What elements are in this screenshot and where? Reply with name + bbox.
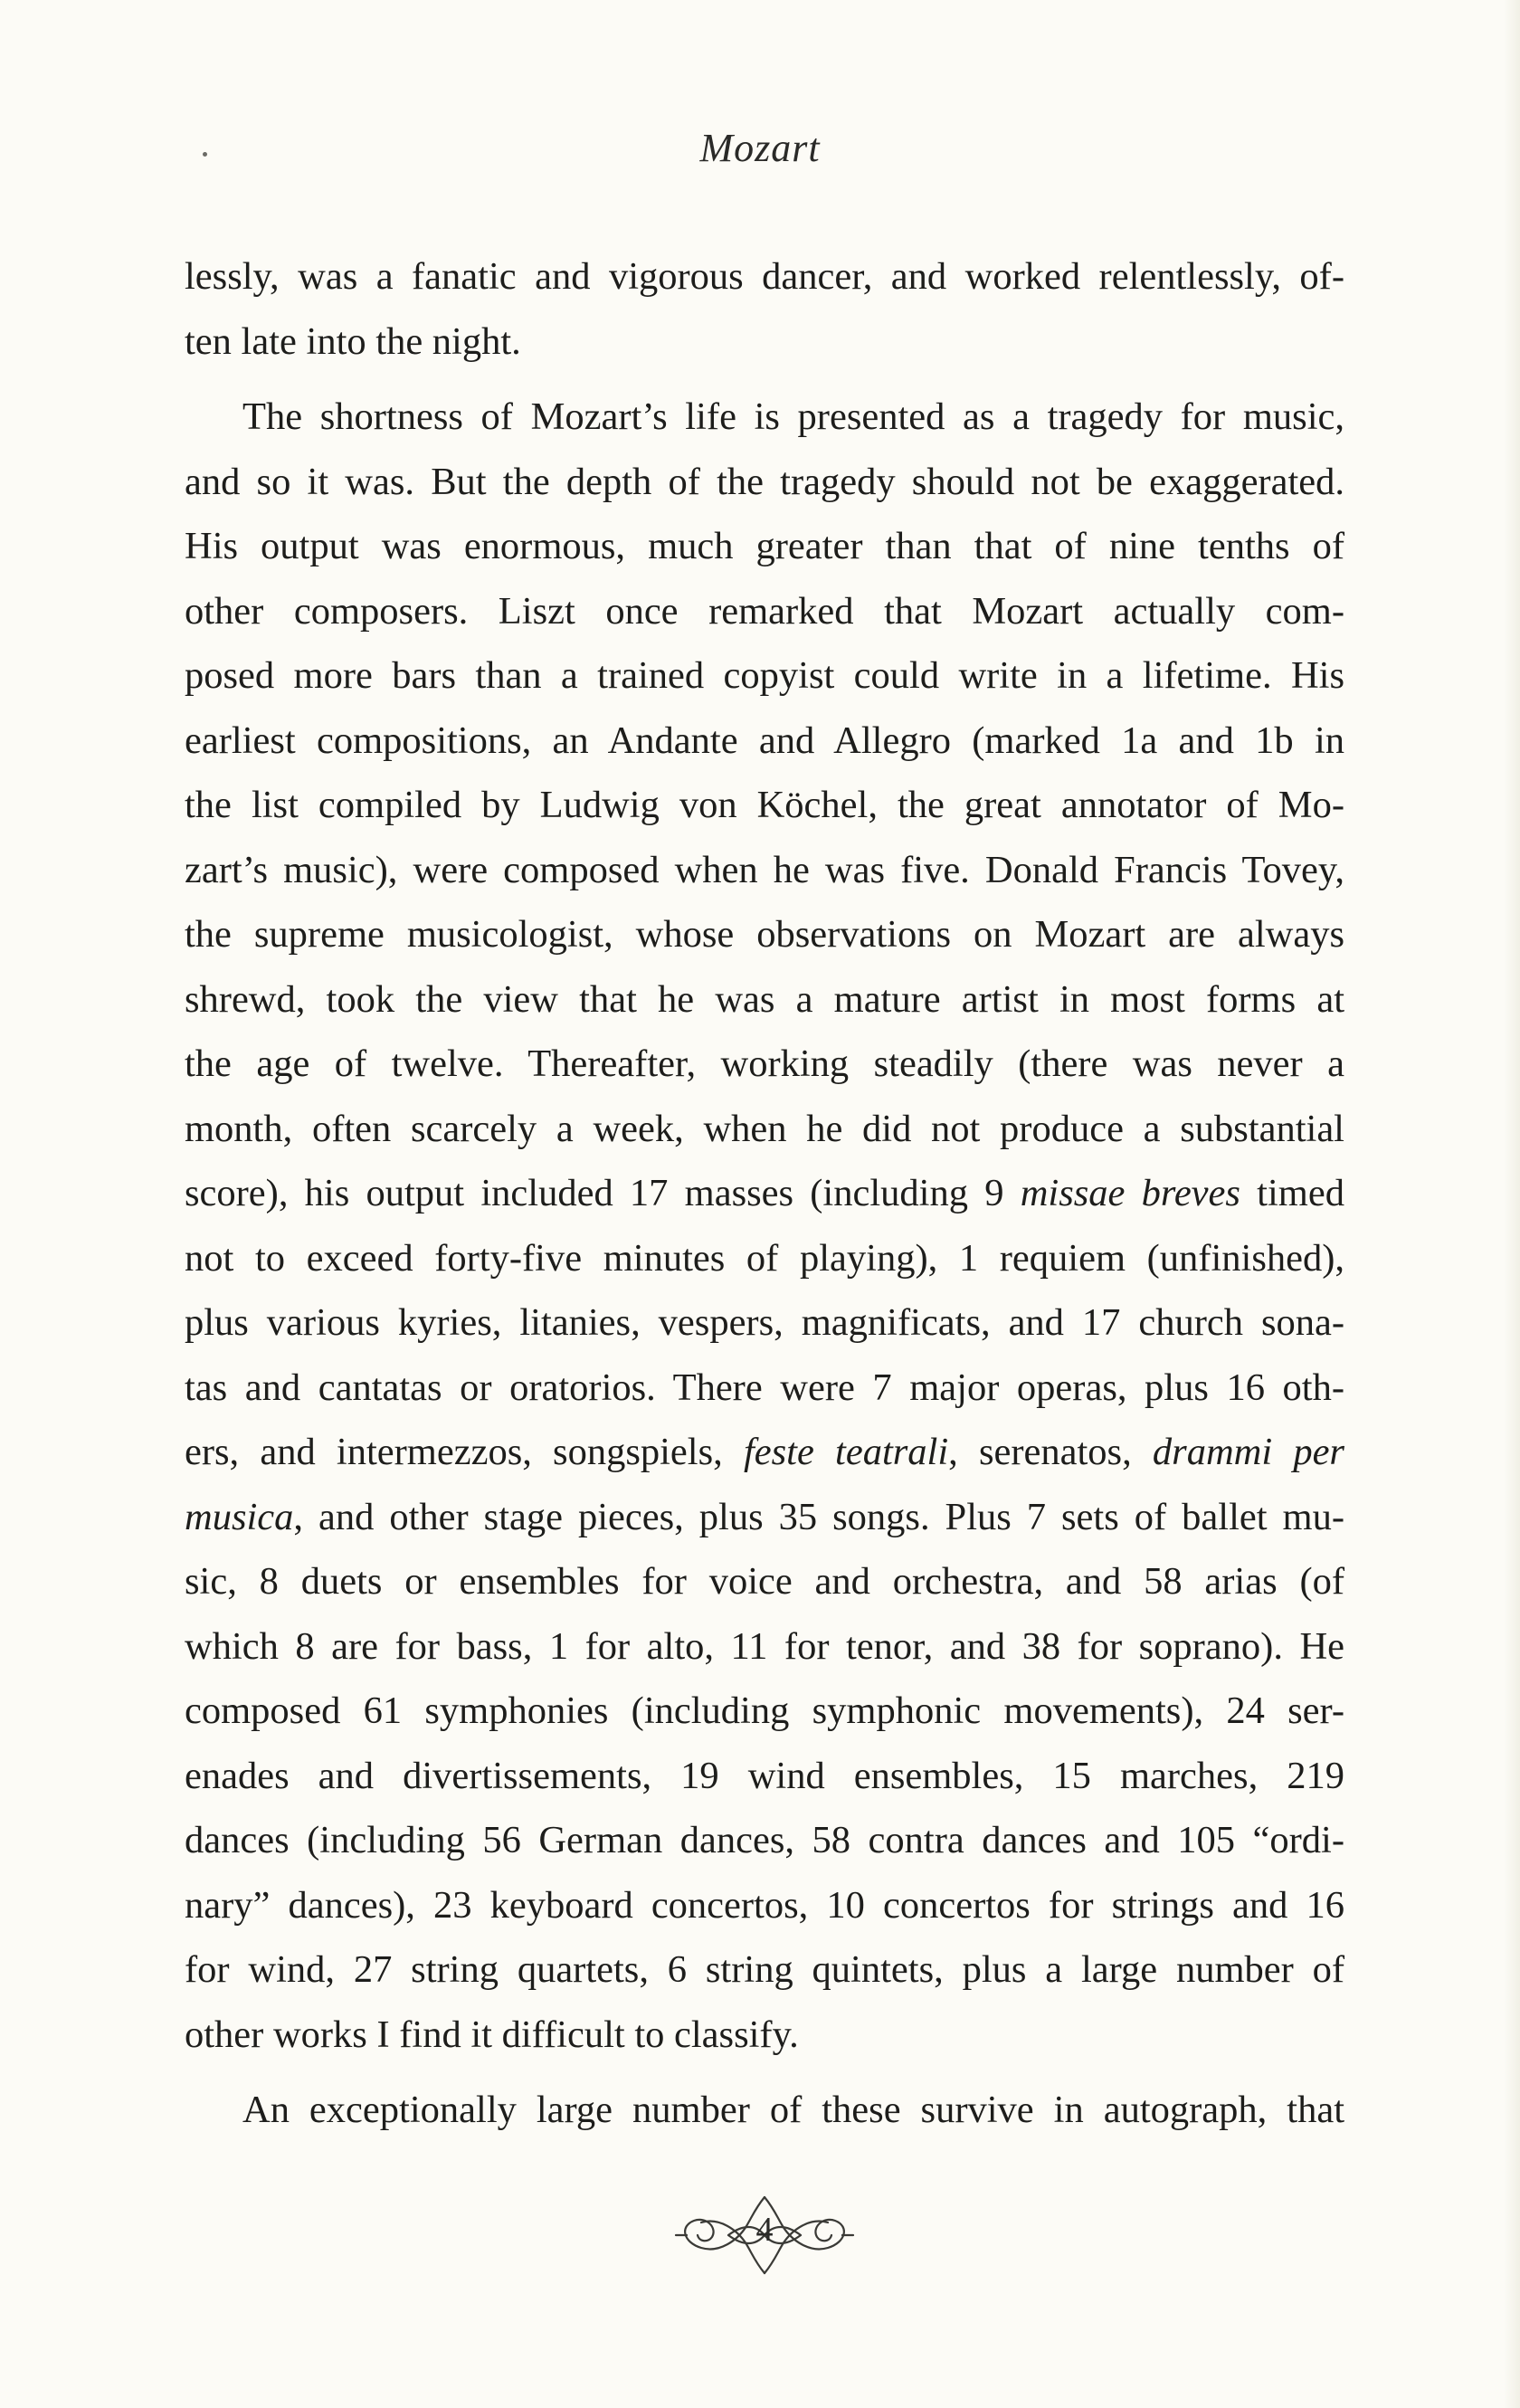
text-run: timed: [1240, 1172, 1344, 1214]
text-line: posed more bars than a trained copyist could write in a lifetime. His: [185, 654, 1344, 697]
text-line: His output was enormous, much greater than that of nine tenths of: [185, 525, 1344, 567]
italic-term: missae breves: [1020, 1172, 1240, 1214]
text-line: not to exceed forty-five minutes of playing), 1 requiem (unfinished),: [185, 1236, 1344, 1280]
text-line: earliest compositions, an Andante and Allegro (marked 1a and 1b in: [185, 719, 1344, 762]
text-line: which 8 are for bass, 1 for alto, 11 for tenor, and 38 for soprano). He: [185, 1624, 1344, 1668]
folio-ornament: [665, 2190, 864, 2280]
body-text: [185, 244, 1344, 2143]
text-line: for wind, 27 string quartets, 6 string quintets, plus a large number of: [185, 1948, 1344, 1991]
text-line: The shortness of Mozart’s life is presented as a tragedy for music,: [242, 395, 1344, 438]
text-run: , serenatos,: [948, 1431, 1153, 1473]
text-run: ers, and intermezzos, songspiels,: [185, 1431, 744, 1473]
text-run: score), his output included 17 masses (including 9: [185, 1172, 1021, 1214]
text-line-mixed: [185, 1420, 1344, 1485]
text-line: and so it was. But the depth of the tragedy should not be exaggerated.: [185, 460, 1344, 503]
text-line: composed 61 symphonies (including symphonic movements), 24 ser-: [185, 1689, 1344, 1732]
italic-term: drammi per: [1152, 1431, 1344, 1473]
text-line: nary” dances), 23 keyboard concertos, 10 concertos for strings and 16: [185, 1883, 1344, 1927]
text-line: shrewd, took the view that he was a mature artist in most forms at: [185, 977, 1344, 1021]
paragraph-2: [185, 385, 1344, 2067]
text-line: other composers. Liszt once remarked that Mozart actually com-: [185, 589, 1344, 633]
text-line-mixed: [185, 1485, 1344, 1550]
text-line: month, often scarcely a week, when he did not produce a substantial: [185, 1107, 1344, 1150]
paragraph-3: [185, 2078, 1344, 2143]
text-line: the age of twelve. Thereafter, working steadily (there was never a: [185, 1042, 1344, 1085]
text-line: ten late into the night.: [185, 319, 521, 363]
paragraph-1: [185, 244, 1344, 374]
text-line: tas and cantatas or oratorios. There were 7 major operas, plus 16 oth-: [185, 1366, 1344, 1409]
text-line: other works I find it difficult to classify.: [185, 2013, 799, 2056]
text-line: zart’s music), were composed when he was five. Donald Francis Tovey,: [185, 848, 1344, 891]
text-line: lessly, was a fanatic and vigorous dancer, and worked relentlessly, of-: [185, 255, 1344, 298]
page-edge-shadow: [1504, 0, 1520, 2408]
text-line: An exceptionally large number of these survive in autograph, that: [242, 2089, 1344, 2131]
text-line: dances (including 56 German dances, 58 contra dances and 105 “ordi-: [185, 1819, 1344, 1861]
text-line: plus various kyries, litanies, vespers, magnificats, and 17 church sona-: [185, 1301, 1344, 1344]
text-line: the list compiled by Ludwig von Köchel, the great annotator of Mo-: [185, 784, 1344, 826]
text-line: enades and divertissements, 19 wind ensembles, 15 marches, 219: [185, 1754, 1344, 1797]
text-line: the supreme musicologist, whose observations on Mozart are always: [185, 913, 1344, 956]
page-number: 4: [755, 2211, 774, 2249]
text-run: , and other stage pieces, plus 35 songs. Plus 7 sets of ballet mu-: [293, 1495, 1344, 1538]
text-line: sic, 8 duets or ensembles for voice and orchestra, and 58 arias (of: [185, 1560, 1344, 1603]
italic-term: feste teatrali: [743, 1431, 949, 1473]
text-line-mixed: [185, 1161, 1344, 1226]
running-head: Mozart: [699, 126, 821, 170]
italic-term: musica: [185, 1495, 294, 1538]
